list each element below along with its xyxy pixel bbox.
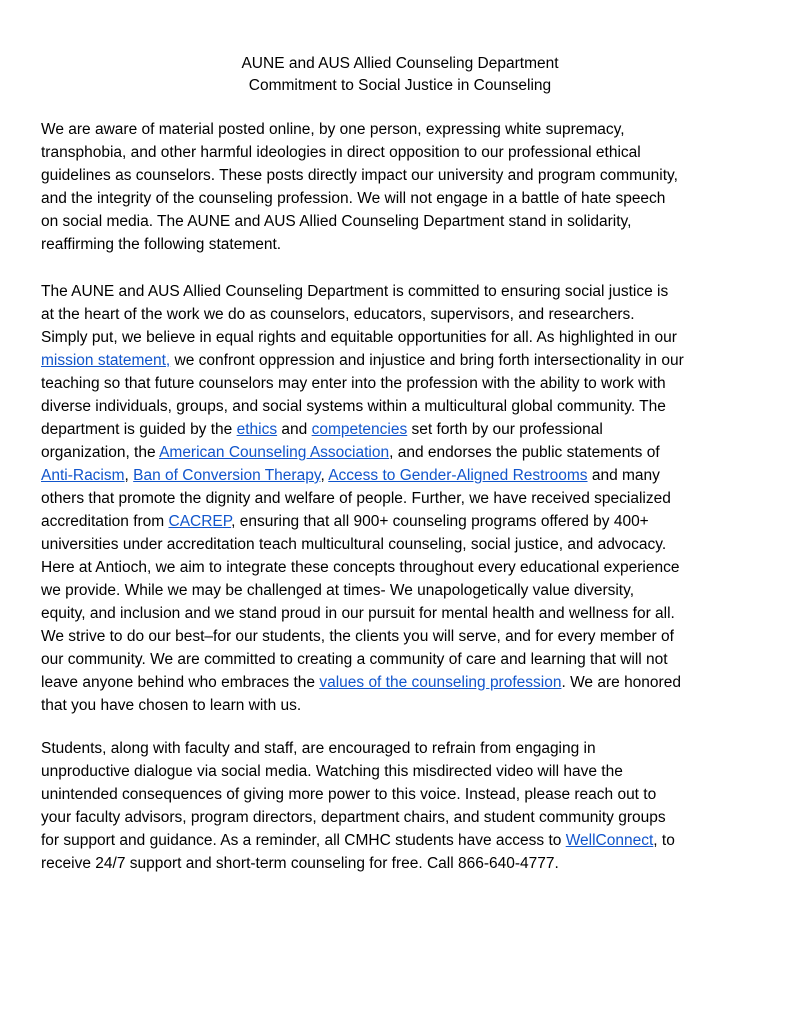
gender-aligned-restrooms-link[interactable]: Access to Gender-Aligned Restrooms (328, 467, 588, 484)
text-segment: set forth by our professional (407, 421, 603, 438)
document-title: AUNE and AUS Allied Counseling Department (241, 55, 559, 72)
competencies-link[interactable]: competencies (311, 421, 408, 438)
text-line (41, 441, 776, 464)
text-line: Students, along with faculty and staff, are encouraged to refrain from engaging in (41, 740, 596, 757)
text-line: that you have chosen to learn with us. (41, 697, 302, 714)
text-line (41, 510, 776, 533)
text-line: teaching so that future counselors may enter into the profession with the ability to work with (41, 375, 666, 392)
ethics-link[interactable]: ethics (236, 421, 278, 438)
text-line: at the heart of the work we do as counselors, educators, supervisors, and researchers. (41, 306, 635, 323)
text-line: your faculty advisors, program directors, department chairs, and student community groups (41, 809, 666, 826)
text-line: equity, and inclusion and we stand proud in our pursuit for mental health and wellness for all. (41, 605, 675, 622)
values-of-counseling-profession-link[interactable]: values of the counseling profession (319, 674, 562, 691)
text-line: We strive to do our best–for our students, the clients you will serve, and for every member of (41, 628, 674, 645)
wellconnect-link[interactable]: WellConnect (565, 832, 654, 849)
text-segment: , ensuring that all 900+ counseling programs offered by 400+ (231, 513, 649, 530)
cacrep-link[interactable]: CACREP (168, 513, 232, 530)
text-line: receive 24/7 support and short-term counseling for free. Call 866-640-4777. (41, 855, 559, 872)
text-line (41, 464, 776, 487)
text-segment: , (124, 467, 134, 484)
text-line: our community. We are committed to creating a community of care and learning that will not (41, 651, 668, 668)
text-segment: accreditation from (41, 513, 169, 530)
american-counseling-association-link[interactable]: American Counseling Association (159, 444, 390, 461)
text-line: guidelines as counselors. These posts directly impact our university and program community, (41, 167, 678, 184)
paragraph-guidance (41, 737, 776, 875)
text-segment: for support and guidance. As a reminder, all CMHC students have access to (41, 832, 566, 849)
text-segment: . We are honored (561, 674, 681, 691)
anti-racism-link[interactable]: Anti-Racism (41, 467, 125, 484)
text-line (41, 671, 776, 694)
text-line: diverse individuals, groups, and social systems within a multicultural global community. The (41, 398, 666, 415)
text-line: transphobia, and other harmful ideologies in direct opposition to our professional ethical (41, 144, 641, 161)
text-segment: , to (653, 832, 675, 849)
text-line: reaffirming the following statement. (41, 236, 282, 253)
text-line (41, 349, 776, 372)
text-segment: leave anyone behind who embraces the (41, 674, 320, 691)
text-segment: , (320, 467, 329, 484)
text-segment: organization, the (41, 444, 160, 461)
text-line (41, 418, 776, 441)
text-line: Simply put, we believe in equal rights and equitable opportunities for all. As highlighted in our (41, 329, 677, 346)
text-line: Here at Antioch, we aim to integrate these concepts throughout every educational experience (41, 559, 680, 576)
text-line: The AUNE and AUS Allied Counseling Department is committed to ensuring social justice is (41, 283, 669, 300)
ban-of-conversion-therapy-link[interactable]: Ban of Conversion Therapy (133, 467, 321, 484)
text-line: We are aware of material posted online, by one person, expressing white supremacy, (41, 121, 625, 138)
text-line: on social media. The AUNE and AUS Allied Counseling Department stand in solidarity, (41, 213, 632, 230)
text-line: others that promote the dignity and welfare of people. Further, we have received specialized (41, 490, 671, 507)
text-segment: and (277, 421, 312, 438)
text-line: and the integrity of the counseling profession. We will not engage in a battle of hate speech (41, 190, 666, 207)
paragraph-commitment (41, 280, 776, 717)
text-segment: , and endorses the public statements of (389, 444, 660, 461)
text-line (41, 829, 776, 852)
mission-statement-link[interactable]: mission statement, (41, 352, 171, 369)
document-subtitle: Commitment to Social Justice in Counseling (248, 77, 552, 94)
paragraph-awareness (41, 118, 776, 256)
text-line: unintended consequences of giving more power to this voice. Instead, please reach out to (41, 786, 657, 803)
text-line: unproductive dialogue via social media. Watching this misdirected video will have the (41, 763, 623, 780)
text-segment: and many (587, 467, 660, 484)
text-line: we provide. While we may be challenged at times- We unapologetically value diversity, (41, 582, 635, 599)
text-line: universities under accreditation teach multicultural counseling, social justice, and advocacy. (41, 536, 667, 553)
text-segment: we confront oppression and injustice and bring forth intersectionality in our (170, 352, 684, 369)
text-segment: department is guided by the (41, 421, 237, 438)
